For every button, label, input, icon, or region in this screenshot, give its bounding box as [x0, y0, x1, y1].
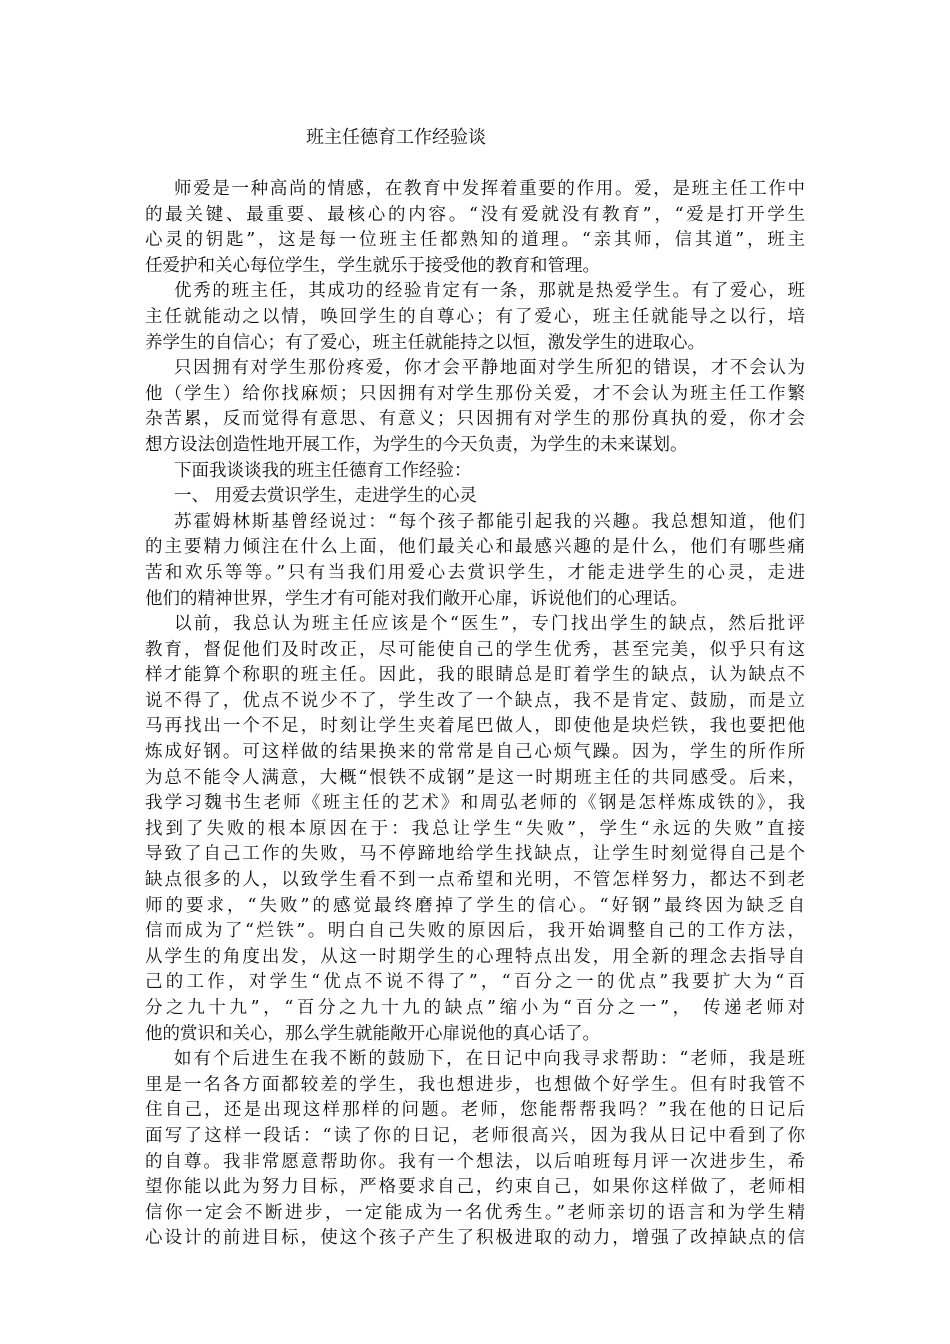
text-line: 养学生的自信心；有了爱心，班主任就能持之以恒，激发学生的进取心。 [145, 332, 705, 353]
text-line: 从学生的角度出发，从这一时期学生的心理特点出发，用全新的理念去指导自 [145, 946, 805, 967]
text-line: 心设计的前进目标，使这个孩子产生了积极进取的动力，增强了改掉缺点的信 [145, 1228, 805, 1249]
text-line: 主任就能动之以情，唤回学生的自尊心；有了爱心，班主任就能导之以行，培 [145, 306, 805, 327]
text-line: 以前，我总认为班主任应该是个“医生”，专门找出学生的缺点，然后批评 [174, 614, 805, 635]
text-line: 为总不能令人满意，大概“恨铁不成钢”是这一时期班主任的共同感受。后来， [145, 767, 805, 788]
text-line: 马再找出一个不足，时刻让学生夹着尾巴做人，即使他是块烂铁，我也要把他 [145, 716, 805, 737]
text-line: 心灵的钥匙”，这是每一位班主任都熟知的道理。“亲其师，信其道”，班主 [145, 230, 805, 251]
text-line: 优秀的班主任，其成功的经验肯定有一条，那就是热爱学生。有了爱心，班 [174, 281, 805, 302]
text-line: 信你一定会不断进步，一定能成为一名优秀生。”老师亲切的语言和为学生精 [145, 1202, 805, 1223]
text-line: 说不得了，优点不说少不了，学生改了一个缺点，我不是肯定、鼓励，而是立 [145, 690, 805, 711]
document-body [145, 177, 805, 1252]
text-line: 任爱护和关心每位学生，学生就乐于接受他的教育和管理。 [145, 255, 600, 276]
text-line: 住自己，还是出现这样那样的问题。老师，您能帮帮我吗？”我在他的日记后 [145, 1100, 805, 1121]
text-line: 望你能以此为努力目标，严格要求自己，约束自己，如果你这样做了，老师相 [145, 1177, 805, 1198]
text-line: 师爱是一种高尚的情感，在教育中发挥着重要的作用。爱，是班主任工作中 [174, 179, 805, 199]
text-line: 缺点很多的人，以致学生看不到一点希望和光明，不管怎样努力，都达不到老 [145, 870, 805, 891]
text-line: 导致了自己工作的失败，马不停蹄地给学生找缺点，让学生时刻觉得自己是个 [145, 844, 805, 865]
text-line: 他（学生）给你找麻烦；只因拥有对学生那份关爱，才不会认为班主任工作繁 [145, 383, 805, 404]
text-line: 他的赏识和关心，那么学生就能敞开心扉说他的真心话了。 [145, 1023, 600, 1044]
text-line: 杂苦累，反而觉得有意思、有意义；只因拥有对学生的那份真执的爱，你才会 [145, 409, 805, 430]
text-line: 信而成为了“烂铁”。明白自己失败的原因后，我开始调整自己的工作方法， [145, 921, 805, 942]
text-line: 如有个后进生在我不断的鼓励下，在日记中向我寻求帮助：“老师，我是班 [174, 1049, 805, 1070]
text-line: 的自尊。我非常愿意帮助你。我有一个想法，以后咱班每月评一次进步生，希 [145, 1151, 805, 1172]
text-line: 我学习魏书生老师《班主任的艺术》和周弘老师的《钢是怎样炼成铁的》，我 [145, 793, 805, 814]
text-line: 样才能算个称职的班主任。因此，我的眼睛总是盯着学生的缺点，认为缺点不 [145, 665, 805, 686]
text-line: 下面我谈谈我的班主任德育工作经验： [174, 460, 472, 481]
text-line: 找到了失败的根本原因在于：我总让学生“失败”，学生“永远的失败”直接 [145, 818, 805, 839]
text-line: 一、 用爱去赏识学生，走进学生的心灵 [174, 486, 478, 507]
text-line: 他们的精神世界，学生才有可能对我们敞开心扉，诉说他们的心理话。 [145, 588, 688, 609]
text-line: 的最关键、最重要、最核心的内容。“没有爱就没有教育”，“爱是打开学生 [145, 204, 805, 225]
text-line: 炼成好钢。可这样做的结果换来的常常是自己心烦气躁。因为，学生的所作所 [145, 742, 805, 763]
text-line: 苦和欢乐等等。”只有当我们用爱心去赏识学生，才能走进学生的心灵，走进 [145, 562, 805, 583]
text-line: 教育，督促他们及时改正，尽可能使自己的学生优秀，甚至完美，似乎只有这 [145, 639, 805, 660]
text-line: 己的工作，对学生“优点不说不得了”，“百分之一的优点”我要扩大为“百 [145, 972, 805, 993]
text-line: 师的要求，“失败”的感觉最终磨掉了学生的信心。“好钢”最终因为缺乏自 [145, 895, 805, 916]
text-line: 里是一名各方面都较差的学生，我也想进步，也想做个好学生。但有时我管不 [145, 1074, 805, 1095]
document-title: 班主任德育工作经验谈 [306, 127, 486, 148]
text-line: 只因拥有对学生那份疼爱，你才会平静地面对学生所犯的错误，才不会认为 [174, 358, 805, 379]
text-line: 面写了这样一段话：“读了你的日记，老师很高兴，因为我从日记中看到了你 [145, 1125, 805, 1146]
text-line: 苏霍姆林斯基曾经说过：“每个孩子都能引起我的兴趣。我总想知道，他们 [174, 511, 805, 532]
text-line: 分之九十九”，“百分之九十九的缺点”缩小为“百分之一”， 传递老师对 [145, 998, 805, 1018]
text-line: 的主要精力倾注在什么上面，他们最关心和最感兴趣的是什么，他们有哪些痛 [145, 537, 805, 558]
text-line: 想方设法创造性地开展工作，为学生的今天负责，为学生的未来谋划。 [145, 434, 688, 455]
